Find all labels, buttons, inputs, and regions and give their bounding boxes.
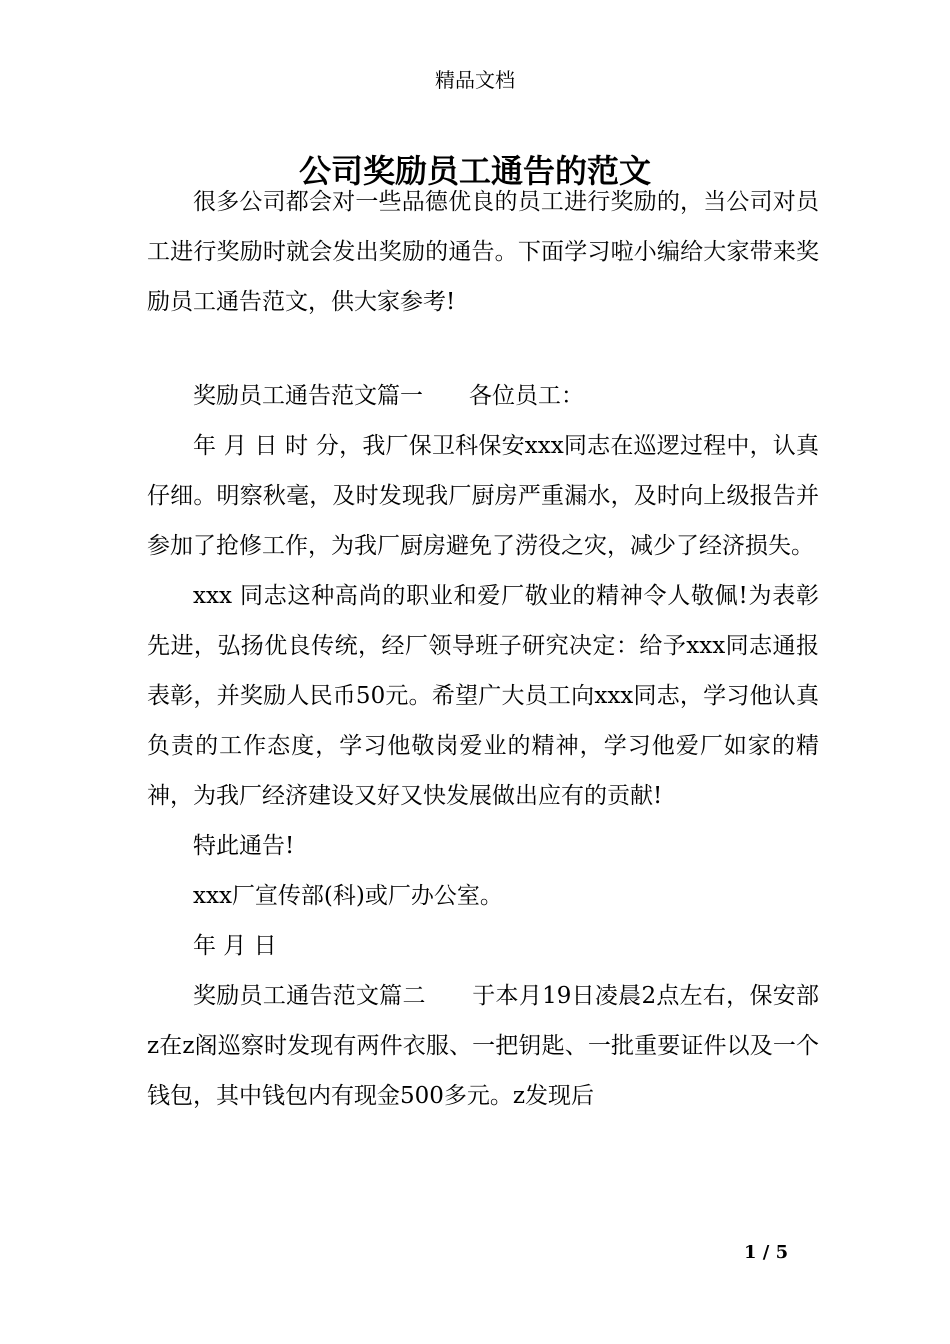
notice-closing: 特此通告! [193, 833, 295, 859]
intro-paragraph: 很多公司都会对一些品德优良的员工进行奖励的，当公司对员工进行奖励时就会发出奖励的通告。下面学习啦小编给大家带来奖励员工通告范文，供大家参考! [147, 189, 819, 315]
paragraph-gap [147, 327, 819, 371]
section-one-paragraph-2: xxx 同志这种高尚的职业和爱厂敬业的精神令人敬佩!为表彰先进，弘扬优良传统，经厂领导班子研究决定：给予xxx同志通报表彰，并奖励人民币50元。希望广大员工向xxx同志，学习他认真负责的工作态度，学习他敬岗爱业的精神，学习他爱厂如家的精神，为我厂经济建设又好又快发展做出应有的贡献! [147, 583, 819, 809]
page-header: 精品文档 [435, 68, 515, 92]
notice-date: 年 月 日 [193, 933, 277, 959]
notice-issuer: xxx厂宣传部(科)或厂办公室。 [193, 883, 503, 909]
page-number: 1 / 5 [744, 1242, 789, 1263]
section-two-paragraph: 奖励员工通告范文篇二 于本月19日凌晨2点左右，保安部z在z阁巡察时发现有两件衣服、一把钥匙、一批重要证件以及一个钱包，其中钱包内有现金500多元。z发现后 [147, 983, 819, 1109]
document-body [147, 177, 819, 1121]
section-one-heading: 奖励员工通告范文篇一 各位员工： [193, 383, 584, 409]
section-one-paragraph-1: 年 月 日 时 分，我厂保卫科保安xxx同志在巡逻过程中，认真仔细。明察秋毫，及时发现我厂厨房严重漏水，及时向上级报告并参加了抢修工作，为我厂厨房避免了涝役之灾，减少了经济损失。 [147, 433, 819, 559]
document-title: 公司奖励员工通告的范文 [298, 152, 651, 191]
